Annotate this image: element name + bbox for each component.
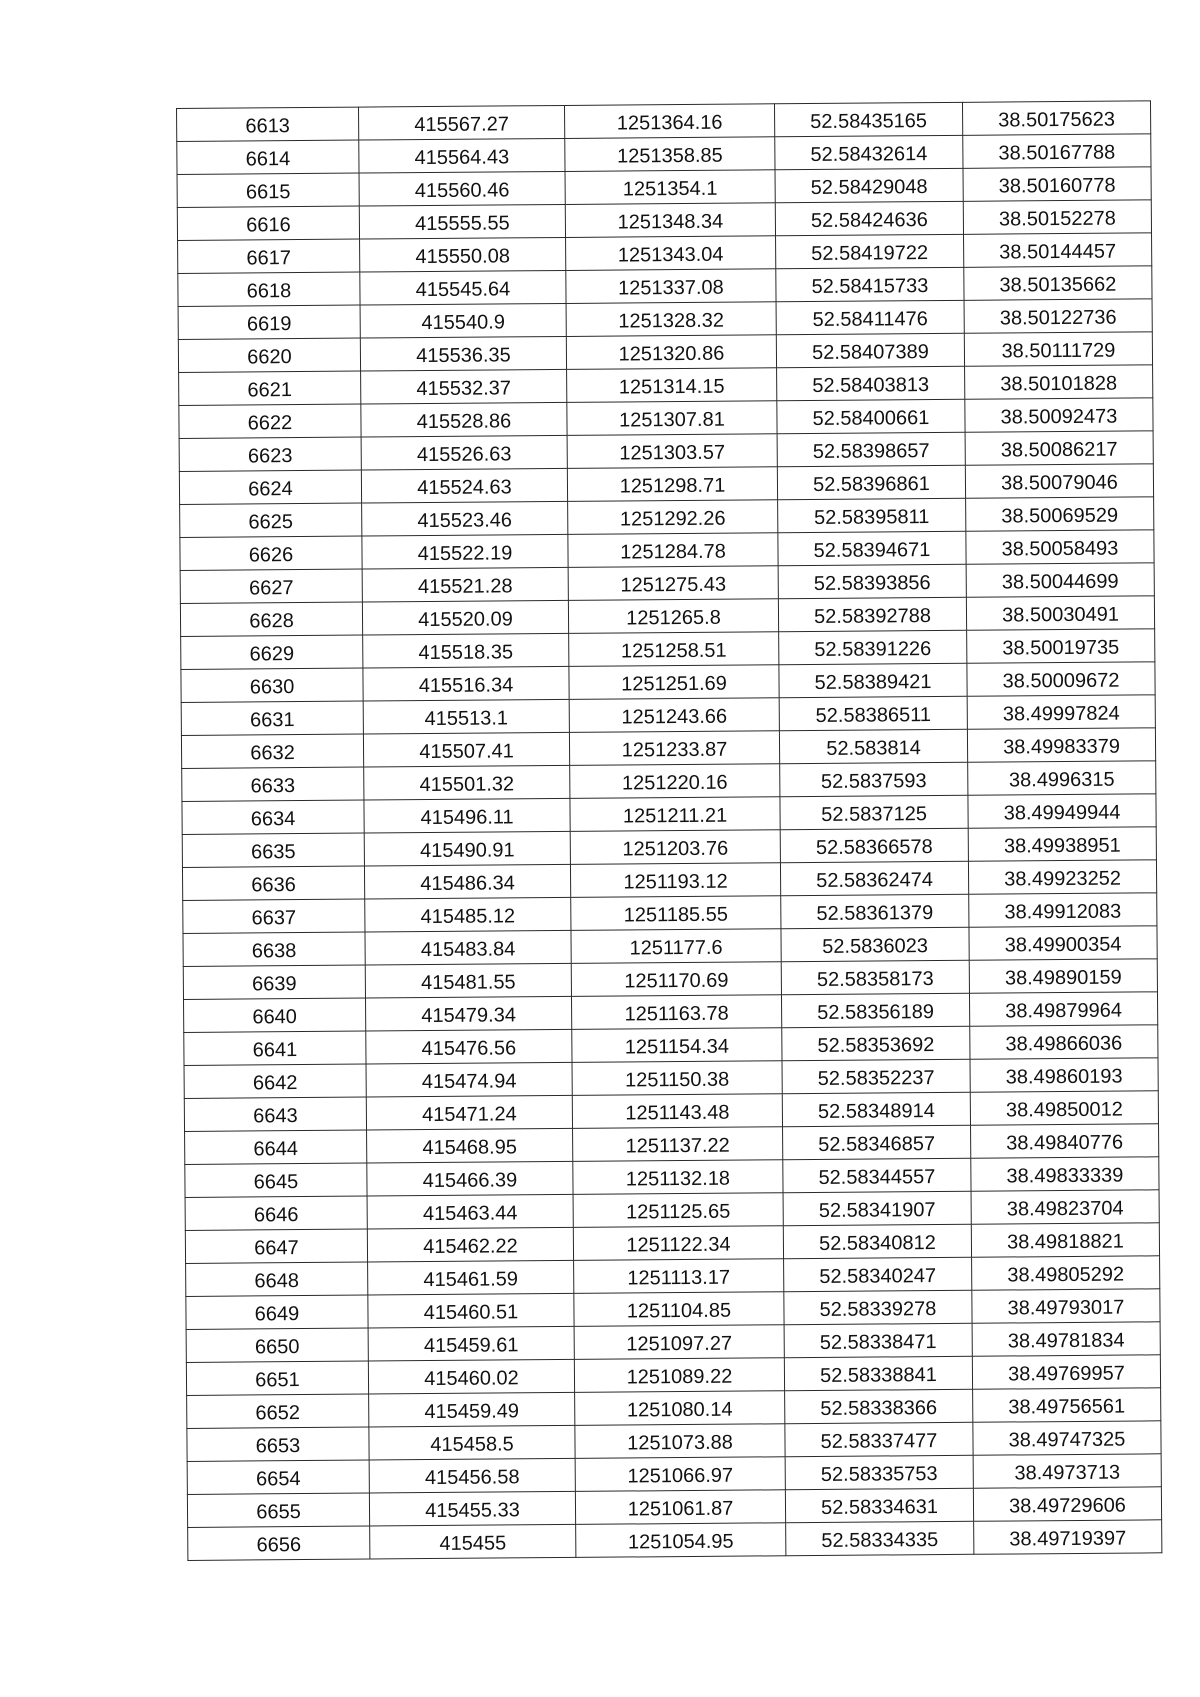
longitude-cell: 38.49756561: [973, 1388, 1161, 1422]
longitude-cell: 38.50122736: [964, 299, 1152, 333]
y-coordinate-cell: 1251343.04: [566, 236, 776, 271]
latitude-cell: 52.58398657: [777, 432, 965, 466]
longitude-cell: 38.49840776: [971, 1124, 1159, 1158]
longitude-cell: 38.49949944: [968, 794, 1156, 828]
x-coordinate-cell: 415513.1: [363, 699, 569, 734]
point-number-cell: 6648: [186, 1262, 368, 1296]
y-coordinate-cell: 1251314.15: [567, 368, 777, 403]
point-number-cell: 6642: [184, 1064, 366, 1098]
x-coordinate-cell: 415550.08: [360, 237, 566, 272]
point-number-cell: 6640: [184, 998, 366, 1032]
longitude-cell: 38.49747325: [973, 1421, 1161, 1455]
y-coordinate-cell: 1251054.95: [576, 1523, 786, 1558]
point-number-cell: 6656: [188, 1526, 370, 1560]
latitude-cell: 52.58334631: [785, 1488, 973, 1522]
x-coordinate-cell: 415490.91: [364, 831, 570, 866]
longitude-cell: 38.50092473: [965, 398, 1153, 432]
x-coordinate-cell: 415455.33: [369, 1491, 575, 1526]
longitude-cell: 38.49793017: [972, 1289, 1160, 1323]
longitude-cell: 38.49983379: [967, 728, 1155, 762]
longitude-cell: 38.49850012: [970, 1091, 1158, 1125]
x-coordinate-cell: 415485.12: [365, 897, 571, 932]
y-coordinate-cell: 1251348.34: [565, 203, 775, 238]
x-coordinate-cell: 415523.46: [362, 501, 568, 536]
longitude-cell: 38.4973713: [973, 1454, 1161, 1488]
x-coordinate-cell: 415461.59: [368, 1260, 574, 1295]
y-coordinate-cell: 1251170.69: [571, 962, 781, 997]
y-coordinate-cell: 1251154.34: [572, 1028, 782, 1063]
point-number-cell: 6649: [186, 1295, 368, 1329]
longitude-cell: 38.50030491: [966, 596, 1154, 630]
latitude-cell: 52.5837593: [780, 762, 968, 796]
latitude-cell: 52.58341907: [783, 1191, 971, 1225]
x-coordinate-cell: 415483.84: [365, 930, 571, 965]
latitude-cell: 52.58394671: [778, 531, 966, 565]
longitude-cell: 38.49923252: [968, 860, 1156, 894]
latitude-cell: 52.58389421: [779, 663, 967, 697]
longitude-cell: 38.50086217: [965, 431, 1153, 465]
point-number-cell: 6629: [181, 635, 363, 669]
longitude-cell: 38.49769957: [972, 1355, 1160, 1389]
point-number-cell: 6644: [185, 1130, 367, 1164]
latitude-cell: 52.58403813: [777, 366, 965, 400]
y-coordinate-cell: 1251307.81: [567, 401, 777, 436]
point-number-cell: 6650: [186, 1328, 368, 1362]
x-coordinate-cell: 415560.46: [359, 171, 565, 206]
latitude-cell: 52.58386511: [779, 696, 967, 730]
y-coordinate-cell: 1251080.14: [575, 1391, 785, 1426]
x-coordinate-cell: 415532.37: [361, 369, 567, 404]
y-coordinate-cell: 1251089.22: [574, 1358, 784, 1393]
y-coordinate-cell: 1251243.66: [569, 698, 779, 733]
longitude-cell: 38.49781834: [972, 1322, 1160, 1356]
y-coordinate-cell: 1251358.85: [565, 137, 775, 172]
longitude-cell: 38.49997824: [967, 695, 1155, 729]
point-number-cell: 6654: [187, 1460, 369, 1494]
longitude-cell: 38.4996315: [968, 761, 1156, 795]
latitude-cell: 52.58353692: [782, 1026, 970, 1060]
point-number-cell: 6646: [185, 1196, 367, 1230]
point-number-cell: 6614: [177, 140, 359, 174]
longitude-cell: 38.49890159: [969, 959, 1157, 993]
latitude-cell: 52.58396861: [777, 465, 965, 499]
point-number-cell: 6619: [178, 305, 360, 339]
x-coordinate-cell: 415466.39: [367, 1161, 573, 1196]
latitude-cell: 52.58334335: [786, 1521, 974, 1555]
x-coordinate-cell: 415545.64: [360, 270, 566, 305]
longitude-cell: 38.49900354: [969, 926, 1157, 960]
y-coordinate-cell: 1251320.86: [566, 335, 776, 370]
point-number-cell: 6653: [187, 1427, 369, 1461]
point-number-cell: 6630: [181, 668, 363, 702]
x-coordinate-cell: 415468.95: [367, 1128, 573, 1163]
x-coordinate-cell: 415507.41: [363, 732, 569, 767]
longitude-cell: 38.50160778: [963, 167, 1151, 201]
y-coordinate-cell: 1251258.51: [569, 632, 779, 667]
y-coordinate-cell: 1251185.55: [571, 896, 781, 931]
latitude-cell: 52.583814: [779, 729, 967, 763]
point-number-cell: 6617: [178, 239, 360, 273]
longitude-cell: 38.50044699: [966, 563, 1154, 597]
x-coordinate-cell: 415456.58: [369, 1458, 575, 1493]
y-coordinate-cell: 1251137.22: [573, 1127, 783, 1162]
latitude-cell: 52.58335753: [785, 1455, 973, 1489]
x-coordinate-cell: 415536.35: [360, 336, 566, 371]
y-coordinate-cell: 1251163.78: [571, 995, 781, 1030]
y-coordinate-cell: 1251113.17: [574, 1259, 784, 1294]
x-coordinate-cell: 415521.28: [362, 567, 568, 602]
latitude-cell: 52.58358173: [781, 960, 969, 994]
longitude-cell: 38.50167788: [963, 134, 1151, 168]
x-coordinate-cell: 415459.61: [368, 1326, 574, 1361]
point-number-cell: 6633: [182, 767, 364, 801]
y-coordinate-cell: 1251251.69: [569, 665, 779, 700]
y-coordinate-cell: 1251337.08: [566, 269, 776, 304]
y-coordinate-cell: 1251328.32: [566, 302, 776, 337]
x-coordinate-cell: 415496.11: [364, 798, 570, 833]
x-coordinate-cell: 415520.09: [362, 600, 568, 635]
latitude-cell: 52.58415733: [776, 267, 964, 301]
latitude-cell: 52.5837125: [780, 795, 968, 829]
longitude-cell: 38.49729606: [973, 1487, 1161, 1521]
longitude-cell: 38.50144457: [964, 233, 1152, 267]
y-coordinate-cell: 1251203.76: [570, 830, 780, 865]
longitude-cell: 38.49879964: [969, 992, 1157, 1026]
longitude-cell: 38.50101828: [965, 365, 1153, 399]
point-number-cell: 6615: [177, 173, 359, 207]
latitude-cell: 52.58338841: [784, 1356, 972, 1390]
latitude-cell: 52.58340812: [783, 1224, 971, 1258]
x-coordinate-cell: 415459.49: [369, 1392, 575, 1427]
y-coordinate-cell: 1251265.8: [568, 599, 778, 634]
y-coordinate-cell: 1251275.43: [568, 566, 778, 601]
point-number-cell: 6628: [180, 602, 362, 636]
point-number-cell: 6627: [180, 569, 362, 603]
latitude-cell: 52.58419722: [776, 234, 964, 268]
y-coordinate-cell: 1251193.12: [570, 863, 780, 898]
table-row: [188, 1520, 1162, 1561]
y-coordinate-cell: 1251211.21: [570, 797, 780, 832]
x-coordinate-cell: 415460.02: [368, 1359, 574, 1394]
latitude-cell: 52.58361379: [781, 894, 969, 928]
y-coordinate-cell: 1251073.88: [575, 1424, 785, 1459]
y-coordinate-cell: 1251354.1: [565, 170, 775, 205]
point-number-cell: 6634: [182, 800, 364, 834]
x-coordinate-cell: 415471.24: [366, 1095, 572, 1130]
latitude-cell: 52.58338471: [784, 1323, 972, 1357]
point-number-cell: 6645: [185, 1163, 367, 1197]
latitude-cell: 52.58339278: [784, 1290, 972, 1324]
point-number-cell: 6616: [177, 206, 359, 240]
x-coordinate-cell: 415524.63: [361, 468, 567, 503]
point-number-cell: 6626: [180, 536, 362, 570]
longitude-cell: 38.49866036: [970, 1025, 1158, 1059]
point-number-cell: 6625: [180, 503, 362, 537]
point-number-cell: 6635: [182, 833, 364, 867]
latitude-cell: 52.58407389: [776, 333, 964, 367]
x-coordinate-cell: 415479.34: [365, 996, 571, 1031]
longitude-cell: 38.49805292: [972, 1256, 1160, 1290]
latitude-cell: 52.58352237: [782, 1059, 970, 1093]
point-number-cell: 6647: [185, 1229, 367, 1263]
y-coordinate-cell: 1251066.97: [575, 1457, 785, 1492]
y-coordinate-cell: 1251364.16: [564, 104, 774, 139]
y-coordinate-cell: 1251104.85: [574, 1292, 784, 1327]
latitude-cell: 52.58340247: [784, 1257, 972, 1291]
y-coordinate-cell: 1251298.71: [567, 467, 777, 502]
x-coordinate-cell: 415481.55: [365, 963, 571, 998]
latitude-cell: 52.58338366: [785, 1389, 973, 1423]
longitude-cell: 38.50019735: [967, 629, 1155, 663]
point-number-cell: 6632: [181, 734, 363, 768]
longitude-cell: 38.49860193: [970, 1058, 1158, 1092]
latitude-cell: 52.58400661: [777, 399, 965, 433]
x-coordinate-cell: 415476.56: [366, 1029, 572, 1064]
x-coordinate-cell: 415526.63: [361, 435, 567, 470]
longitude-cell: 38.50135662: [964, 266, 1152, 300]
longitude-cell: 38.50009672: [967, 662, 1155, 696]
point-number-cell: 6655: [187, 1493, 369, 1527]
latitude-cell: 52.58393856: [778, 564, 966, 598]
point-number-cell: 6639: [183, 965, 365, 999]
x-coordinate-cell: 415516.34: [363, 666, 569, 701]
latitude-cell: 52.58435165: [774, 102, 962, 136]
latitude-cell: 52.58346857: [783, 1125, 971, 1159]
point-number-cell: 6622: [179, 404, 361, 438]
latitude-cell: 52.5836023: [781, 927, 969, 961]
latitude-cell: 52.58411476: [776, 300, 964, 334]
y-coordinate-cell: 1251150.38: [572, 1061, 782, 1096]
y-coordinate-cell: 1251125.65: [573, 1193, 783, 1228]
longitude-cell: 38.50111729: [964, 332, 1152, 366]
y-coordinate-cell: 1251061.87: [575, 1490, 785, 1525]
y-coordinate-cell: 1251292.26: [568, 500, 778, 535]
x-coordinate-cell: 415501.32: [364, 765, 570, 800]
point-number-cell: 6621: [179, 371, 361, 405]
latitude-cell: 52.58432614: [775, 135, 963, 169]
point-number-cell: 6643: [184, 1097, 366, 1131]
point-number-cell: 6613: [177, 107, 359, 141]
x-coordinate-cell: 415564.43: [359, 138, 565, 173]
y-coordinate-cell: 1251132.18: [573, 1160, 783, 1195]
latitude-cell: 52.58356189: [781, 993, 969, 1027]
x-coordinate-cell: 415455: [370, 1524, 576, 1559]
x-coordinate-cell: 415522.19: [362, 534, 568, 569]
x-coordinate-cell: 415567.27: [358, 105, 564, 140]
longitude-cell: 38.50175623: [962, 101, 1150, 135]
y-coordinate-cell: 1251177.6: [571, 929, 781, 964]
y-coordinate-cell: 1251143.48: [572, 1094, 782, 1129]
coordinates-table-body: [177, 101, 1162, 1561]
point-number-cell: 6641: [184, 1031, 366, 1065]
y-coordinate-cell: 1251303.57: [567, 434, 777, 469]
latitude-cell: 52.58337477: [785, 1422, 973, 1456]
latitude-cell: 52.58424636: [775, 201, 963, 235]
latitude-cell: 52.58348914: [782, 1092, 970, 1126]
x-coordinate-cell: 415474.94: [366, 1062, 572, 1097]
longitude-cell: 38.50079046: [965, 464, 1153, 498]
point-number-cell: 6636: [182, 866, 364, 900]
point-number-cell: 6620: [178, 338, 360, 372]
longitude-cell: 38.49823704: [971, 1190, 1159, 1224]
x-coordinate-cell: 415528.86: [361, 402, 567, 437]
x-coordinate-cell: 415463.44: [367, 1194, 573, 1229]
x-coordinate-cell: 415458.5: [369, 1425, 575, 1460]
y-coordinate-cell: 1251233.87: [569, 731, 779, 766]
x-coordinate-cell: 415518.35: [363, 633, 569, 668]
longitude-cell: 38.49719397: [974, 1520, 1162, 1554]
longitude-cell: 38.49833339: [971, 1157, 1159, 1191]
point-number-cell: 6631: [181, 701, 363, 735]
point-number-cell: 6638: [183, 932, 365, 966]
y-coordinate-cell: 1251122.34: [573, 1226, 783, 1261]
point-number-cell: 6637: [183, 899, 365, 933]
point-number-cell: 6624: [179, 470, 361, 504]
longitude-cell: 38.50152278: [963, 200, 1151, 234]
x-coordinate-cell: 415486.34: [364, 864, 570, 899]
coordinates-table: [176, 100, 1162, 1561]
longitude-cell: 38.49912083: [969, 893, 1157, 927]
y-coordinate-cell: 1251220.16: [570, 764, 780, 799]
x-coordinate-cell: 415555.55: [359, 204, 565, 239]
latitude-cell: 52.58429048: [775, 168, 963, 202]
point-number-cell: 6651: [186, 1361, 368, 1395]
longitude-cell: 38.49818821: [971, 1223, 1159, 1257]
point-number-cell: 6618: [178, 272, 360, 306]
point-number-cell: 6652: [187, 1394, 369, 1428]
x-coordinate-cell: 415462.22: [367, 1227, 573, 1262]
latitude-cell: 52.58395811: [778, 498, 966, 532]
point-number-cell: 6623: [179, 437, 361, 471]
x-coordinate-cell: 415540.9: [360, 303, 566, 338]
x-coordinate-cell: 415460.51: [368, 1293, 574, 1328]
latitude-cell: 52.58344557: [783, 1158, 971, 1192]
longitude-cell: 38.49938951: [968, 827, 1156, 861]
latitude-cell: 52.58392788: [778, 597, 966, 631]
longitude-cell: 38.50058493: [966, 530, 1154, 564]
latitude-cell: 52.58391226: [779, 630, 967, 664]
y-coordinate-cell: 1251284.78: [568, 533, 778, 568]
latitude-cell: 52.58362474: [780, 861, 968, 895]
longitude-cell: 38.50069529: [966, 497, 1154, 531]
y-coordinate-cell: 1251097.27: [574, 1325, 784, 1360]
latitude-cell: 52.58366578: [780, 828, 968, 862]
